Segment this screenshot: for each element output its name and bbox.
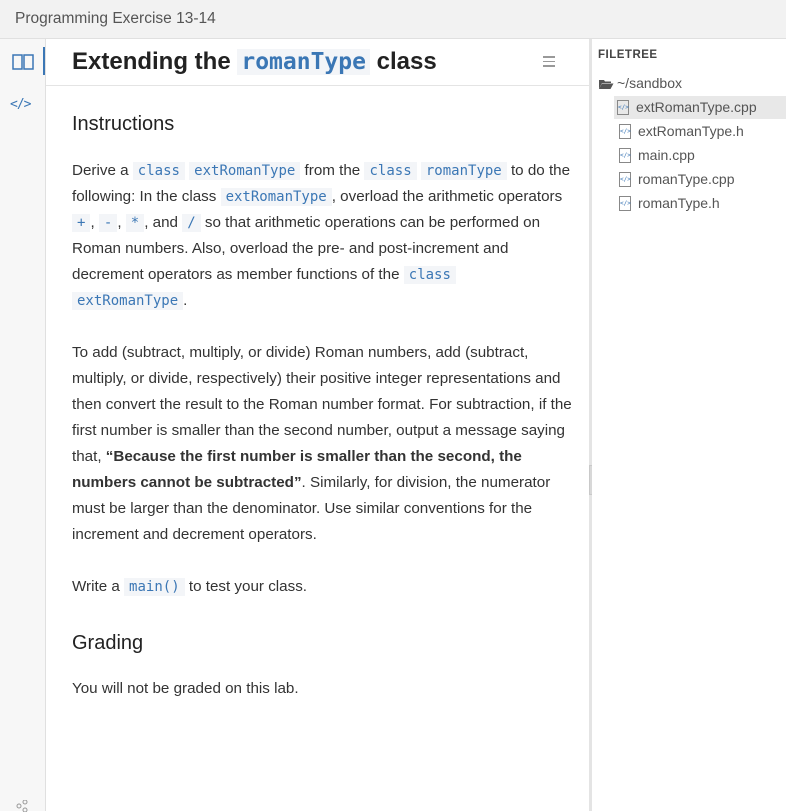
code-file-icon: </> xyxy=(619,196,631,211)
instructions-paragraph-2: To add (subtract, multiply, or divide) Roman numbers, add (subtract, multiply, or divide, respectively) their positive integer representations and then convert the result to the Roman number format. For subtraction, if the first number is smaller than the second number, output a message saying that, “Because the first number is smaller than the second, the numbers cannot be subtracted”. Similarly, for division, the numerator must be larger than the denominator. Use similar conventions for the increment and decrement operators. xyxy=(72,344,572,543)
instructions-content xyxy=(72,111,572,702)
left-rail xyxy=(0,39,46,811)
book-icon[interactable] xyxy=(11,52,35,72)
file-item-romantype-h[interactable] xyxy=(616,192,786,215)
root-folder-label: ~/sandbox xyxy=(617,75,682,91)
page-title: Extending the romanType class xyxy=(72,48,437,75)
file-name: main.cpp xyxy=(638,147,695,163)
code-icon[interactable]: </> xyxy=(10,97,31,112)
file-item-extromantype-h[interactable] xyxy=(616,120,786,143)
hamburger-menu-icon[interactable] xyxy=(543,56,555,67)
code-file-icon: </> xyxy=(619,172,631,187)
filetree-panel xyxy=(592,39,786,811)
file-name: romanType.h xyxy=(638,195,720,211)
rail-active-indicator xyxy=(43,47,45,75)
share-icon[interactable] xyxy=(16,800,28,812)
code-file-icon: </> xyxy=(617,100,629,115)
title-code: romanType xyxy=(237,49,370,75)
file-name: romanType.cpp xyxy=(638,171,735,187)
instructions-panel xyxy=(46,39,589,811)
grading-text: You will not be graded on this lab. xyxy=(72,680,299,697)
window-titlebar xyxy=(0,0,786,39)
file-item-romantype-cpp[interactable] xyxy=(616,168,786,191)
window-title: Programming Exercise 13-14 xyxy=(15,10,216,27)
filetree-root-folder[interactable] xyxy=(598,75,682,91)
instructions-heading: Instructions xyxy=(72,113,175,135)
file-item-main-cpp[interactable] xyxy=(616,144,786,167)
grading-heading: Grading xyxy=(72,632,144,654)
file-item-extromantype-cpp[interactable] xyxy=(614,96,786,119)
instructions-paragraph-3: Write a main() to test your class. xyxy=(72,578,308,595)
code-file-icon: </> xyxy=(619,148,631,163)
file-name: extRomanType.cpp xyxy=(636,99,757,115)
folder-open-icon xyxy=(598,78,614,90)
code-file-icon: </> xyxy=(619,124,631,139)
filetree-title: FILETREE xyxy=(598,49,658,61)
panel-header xyxy=(46,39,589,86)
file-name: extRomanType.h xyxy=(638,123,744,139)
instructions-paragraph-1: Derive a class extRomanType from the class romanType to do the following: In the class extRomanType , overload the arithmetic operators + , - , * , and / so that arithmetic operations can be performed on Roman numbers. Also, overload the pre- and post-increment and decrement operators as member functions of the class extRomanType . xyxy=(72,162,571,309)
